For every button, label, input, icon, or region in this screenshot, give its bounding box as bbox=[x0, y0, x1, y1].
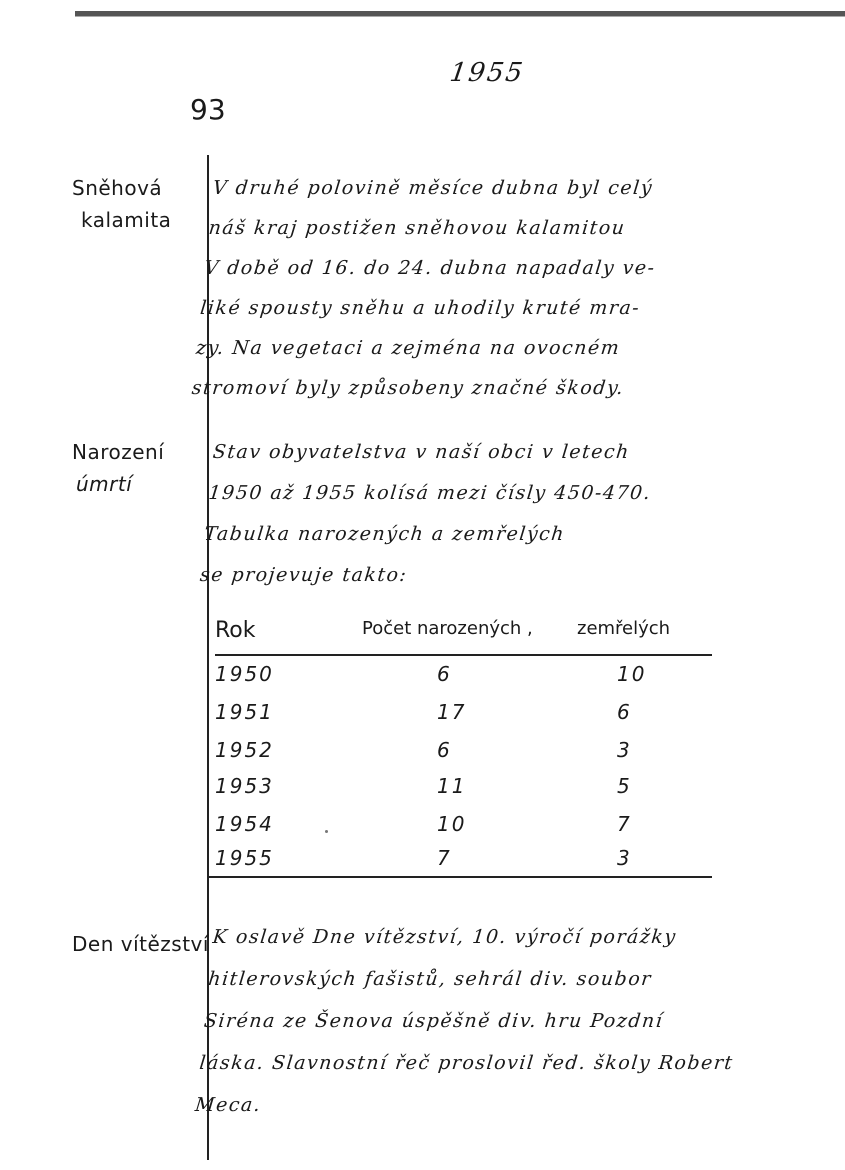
text-line: náš kraj postižen sněhovou kalamitou bbox=[207, 217, 627, 239]
text-line: stromoví byly způsobeny značné škody. bbox=[190, 377, 626, 399]
cell-year: 1951 bbox=[215, 700, 274, 724]
text-line: se projevuje takto: bbox=[198, 564, 409, 586]
year-header: 1955 bbox=[447, 58, 527, 88]
section-label-line: kalamita bbox=[81, 208, 172, 232]
cell-births: 6 bbox=[437, 738, 452, 762]
section-label-snow bbox=[72, 172, 171, 236]
section-label-births-deaths bbox=[72, 436, 164, 500]
text-line: Tabulka narozených a zemřelých bbox=[203, 523, 567, 545]
table-row bbox=[215, 812, 715, 848]
section-label-line: úmrtí bbox=[76, 472, 133, 496]
cell-deaths: 3 bbox=[617, 738, 632, 762]
text-line: Siréna ze Šenova úspěšně div. hru Pozdní bbox=[202, 1010, 665, 1032]
table-header-rule bbox=[215, 654, 712, 656]
text-line: liké spousty sněhu a uhodily kruté mra- bbox=[199, 297, 642, 319]
cell-year: 1955 bbox=[215, 846, 274, 870]
cell-year: 1952 bbox=[215, 738, 274, 762]
cell-deaths: 6 bbox=[617, 700, 632, 724]
cell-year: 1950 bbox=[215, 662, 274, 686]
table-header-year: Rok bbox=[215, 618, 256, 643]
text-line: zy. Na vegetaci a zejména na ovocném bbox=[194, 337, 622, 359]
text-line: 1950 až 1955 kolísá mezi čísly 450-470. bbox=[207, 482, 653, 504]
section-label-victory-day bbox=[72, 928, 209, 960]
cell-births: 17 bbox=[437, 700, 467, 724]
cell-births: 7 bbox=[437, 846, 452, 870]
cell-deaths: 10 bbox=[617, 662, 647, 686]
text-line: Meca. bbox=[193, 1094, 263, 1116]
section-label-line: Narození bbox=[72, 440, 165, 464]
table-row bbox=[215, 738, 715, 774]
section-text-victory-day bbox=[193, 916, 749, 1126]
table-header-births: Počet narozených , bbox=[362, 618, 533, 639]
page-number: 93 bbox=[190, 93, 226, 126]
text-line: láska. Slavnostní řeč proslovil řed. školy Robert bbox=[198, 1052, 735, 1074]
text-line: hitlerovských fašistů, sehrál div. soubor bbox=[207, 968, 654, 990]
section-label-line: Sněhová bbox=[72, 176, 163, 200]
text-line: V druhé polovině měsíce dubna byl celý bbox=[211, 177, 655, 199]
table-row bbox=[215, 662, 715, 698]
table-row bbox=[215, 774, 715, 810]
cell-deaths: 3 bbox=[617, 846, 632, 870]
section-text-snow bbox=[190, 168, 666, 408]
cell-births: 10 bbox=[437, 812, 467, 836]
cell-births: 6 bbox=[437, 662, 452, 686]
cell-deaths: 5 bbox=[617, 774, 632, 798]
cell-births: 11 bbox=[437, 774, 467, 798]
table-row bbox=[215, 700, 715, 736]
table-bottom-rule bbox=[207, 876, 712, 878]
text-line: Stav obyvatelstva v naší obci v letech bbox=[211, 441, 632, 463]
section-text-population bbox=[198, 432, 658, 596]
top-border-rule-shadow bbox=[75, 16, 845, 17]
text-line: V době od 16. do 24. dubna napadaly ve- bbox=[203, 257, 657, 279]
cell-year: 1953 bbox=[215, 774, 274, 798]
text-line: K oslavě Dne vítězství, 10. výročí porážky bbox=[211, 926, 678, 948]
table-header-deaths: zemřelých bbox=[577, 618, 671, 639]
ink-speck bbox=[325, 830, 328, 833]
section-label-line: Den vítězství bbox=[72, 932, 209, 956]
cell-year: 1954 bbox=[215, 812, 274, 836]
cell-deaths: 7 bbox=[617, 812, 632, 836]
